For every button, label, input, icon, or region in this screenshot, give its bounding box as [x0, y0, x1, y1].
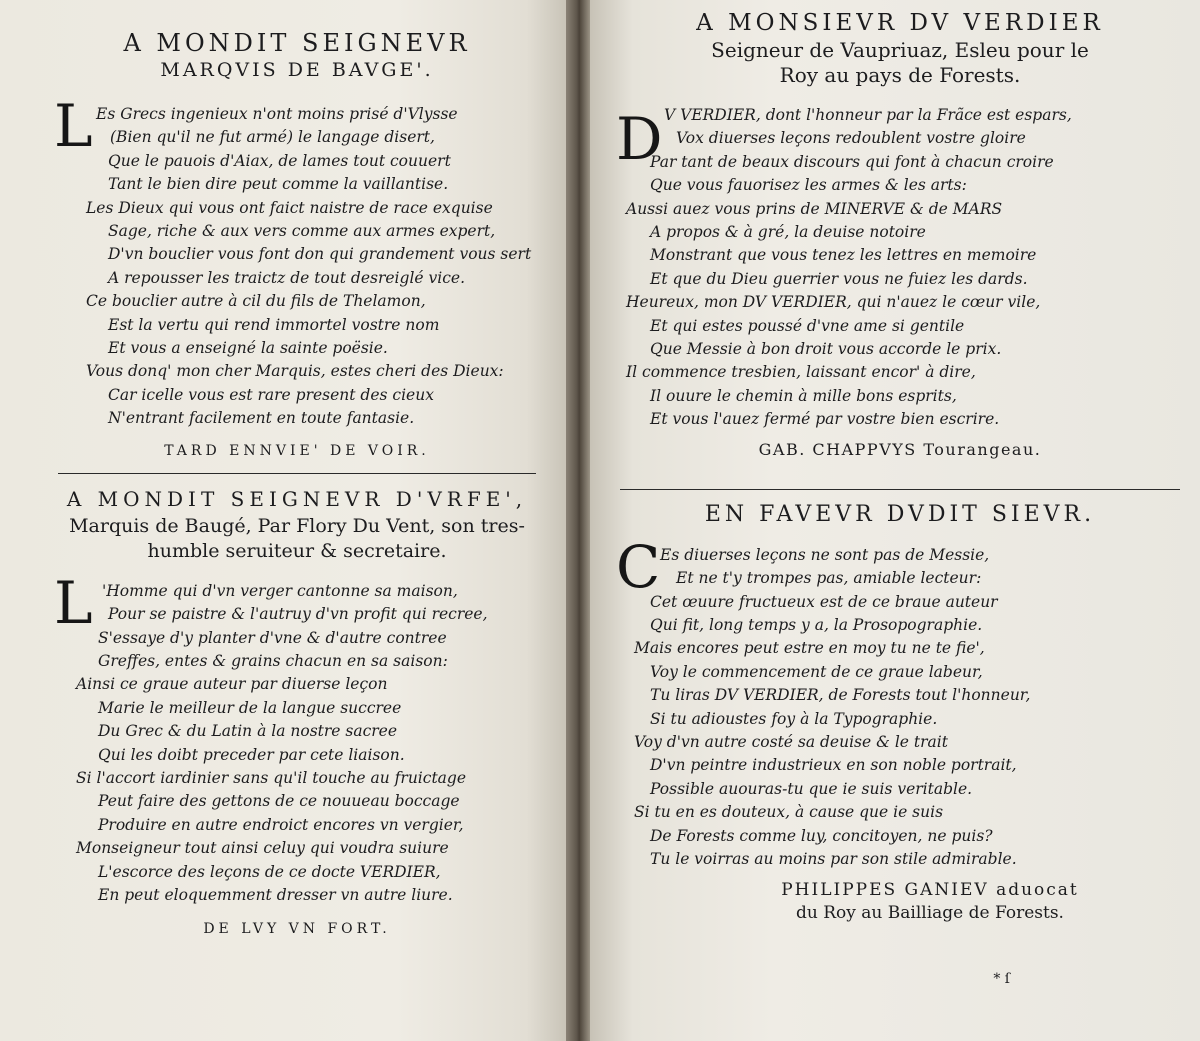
poem-signature: GAB. CHAPPVYS Tourangeau. — [758, 439, 1042, 459]
drop-cap: C — [616, 532, 661, 601]
divider-rule — [620, 489, 1180, 490]
verse-line: V VERDIER, dont l'honneur par la Frãce est espars, — [664, 106, 1072, 124]
verse-line: D'vn peintre industrieux en son noble portrait, — [650, 756, 1017, 775]
poem-subtitle: Seigneur de Vaupriuaz, Esleu pour le — [711, 38, 1089, 62]
signature-line: PHILIPPES GANIEV aduocat — [781, 880, 1079, 901]
verse-line: Ce bouclier autre à cil du fils de Thelamon, — [86, 292, 426, 311]
left-page — [0, 0, 566, 1041]
verse-line: Heureux, mon DV VERDIER, qui n'auez le cœur vile, — [626, 293, 1041, 312]
verse-line: Sage, riche & aux vers comme aux armes expert, — [108, 222, 496, 241]
poem-signature: TARD ENNVIE' DE VOIR. — [164, 442, 430, 459]
verse-line: Cet œuure fructueux est de ce braue auteur — [650, 592, 998, 611]
verse-line: Si tu adioustes foy à la Typographie. — [650, 709, 938, 728]
verse-line: Tant le bien dire peut comme la vaillantise. — [108, 175, 449, 194]
verse-line: A propos & à gré, la deuise notoire — [650, 223, 926, 242]
verse-line: S'essaye d'y planter d'vne & d'autre contree — [98, 628, 447, 647]
book-gutter — [566, 0, 590, 1041]
verse-line: Qui les doibt preceder par cete liaison. — [98, 745, 405, 764]
verse-line: Aussi auez vous prins de MINERVE & de MARS — [626, 199, 1003, 218]
poem-body — [616, 532, 1180, 872]
poem-title: A MONDIT SEIGNEVR D'VRFE', — [66, 486, 528, 511]
verse-line: Car icelle vous est rare present des cieux — [108, 385, 434, 404]
verse-line: Greffes, entes & grains chacun en sa saison: — [98, 651, 448, 670]
poem-subtitle: MARQVIS DE BAVGE'. — [160, 59, 434, 81]
verse-line: 'Homme qui d'vn verger cantonne sa maison, — [102, 581, 458, 600]
verse-line: Est la vertu qui rend immortel vostre nom — [108, 315, 440, 334]
verse-line: Ainsi ce graue auteur par diuerse leçon — [76, 675, 388, 694]
verse-line: Par tant de beaux discours qui font à chacun croire — [650, 152, 1054, 171]
poem-subtitle: Marquis de Baugé, Par Flory Du Vent, son tres- — [69, 514, 525, 537]
verse-line: A repousser les traictz de tout desreiglé vice. — [108, 268, 465, 287]
verse-line: Et ne t'y trompes pas, amiable lecteur: — [676, 569, 982, 588]
verse-line: Si tu en es douteux, à cause que ie suis — [634, 803, 944, 822]
verse-line: Il commence tresbien, laissant encor' à dire, — [626, 363, 976, 382]
catchword: * ſ — [993, 971, 1010, 987]
signature-line: du Roy au Bailliage de Forests. — [796, 903, 1064, 924]
verse-line: Que le pauois d'Aiax, de lames tout couuert — [108, 151, 451, 170]
poem-signature: DE LVY VN FORT. — [203, 921, 391, 938]
right-page — [590, 0, 1200, 1041]
verse-line: Peut faire des gettons de ce nouueau boccage — [98, 792, 460, 811]
verse-line: N'entrant facilement en toute fantasie. — [108, 409, 415, 428]
verse-line: Produire en autre endroict encores vn vergier, — [98, 815, 464, 834]
left-poem-2 — [54, 484, 536, 938]
verse-line: Possible auouras-tu que ie suis veritable. — [650, 779, 973, 798]
verse-line: Que Messie à bon droit vous accorde le prix. — [650, 340, 1002, 359]
verse-line: D'vn bouclier vous font don qui grandement vous sert — [108, 245, 532, 264]
verse-line: Pour se paistre & l'autruy d'vn profit qui recree, — [108, 605, 488, 624]
drop-cap: L — [54, 92, 93, 160]
verse-line: L'escorce des leçons de ce docte VERDIER, — [98, 862, 441, 881]
verse-line: Vox diuerses leçons redoublent vostre gloire — [676, 129, 1026, 148]
verse-line: Vous donq' mon cher Marquis, estes cheri des Dieux: — [86, 362, 504, 381]
verse-line: Voy le commencement de ce graue labeur, — [650, 662, 983, 681]
verse-line: Monstrant que vous tenez les lettres en memoire — [650, 246, 1037, 265]
verse-line: Et qui estes poussé d'vne ame si gentile — [650, 316, 965, 335]
verse-line: Si l'accort iardinier sans qu'il touche au fruictage — [76, 768, 467, 787]
divider-rule — [58, 473, 536, 474]
poem-signature — [620, 879, 1180, 925]
verse-line: Tu liras DV VERDIER, de Forests tout l'honneur, — [650, 686, 1031, 705]
right-poem-1 — [616, 8, 1180, 459]
left-poem-1 — [54, 28, 536, 459]
verse-line: Les Dieux qui vous ont faict naistre de race exquise — [86, 198, 493, 217]
verse-line: Marie le meilleur de la langue succree — [98, 698, 402, 717]
verse-line: Et que du Dieu guerrier vous ne fuiez les dards. — [650, 269, 1028, 288]
verse-line: Voy d'vn autre costé sa deuise & le trait — [634, 732, 948, 751]
poem-title: A MONSIEVR DV VERDIER — [696, 10, 1104, 36]
poem-body — [54, 92, 536, 431]
drop-cap: D — [616, 105, 663, 173]
poem-body — [54, 568, 536, 908]
poem-subtitle: Roy au pays de Forests. — [779, 63, 1021, 87]
poem-title: A MONDIT SEIGNEVR — [123, 29, 471, 57]
verse-line: Du Grec & du Latin à la nostre sacree — [98, 722, 398, 741]
verse-line: De Forests comme luy, concitoyen, ne puis? — [650, 826, 993, 845]
poem-title: EN FAVEVR DVDIT SIEVR. — [704, 501, 1096, 527]
verse-line: (Bien qu'il ne fut armé) le langage disert, — [110, 128, 435, 147]
verse-line: Et vous a enseigné la sainte poësie. — [108, 339, 388, 358]
poem-subtitle: humble seruiteur & secretaire. — [147, 539, 447, 562]
verse-line: Es diuerses leçons ne sont pas de Messie, — [660, 545, 990, 564]
verse-line: Monseigneur tout ainsi celuy qui voudra suiure — [76, 839, 449, 858]
verse-line: Es Grecs ingenieux n'ont moins prisé d'Vlysse — [96, 105, 458, 123]
right-poem-2 — [616, 500, 1180, 926]
verse-line: En peut eloquemment dresser vn autre liure. — [98, 885, 453, 904]
drop-cap: L — [54, 568, 93, 637]
verse-line: Mais encores peut estre en moy tu ne te fie', — [634, 639, 985, 658]
verse-line: Que vous fauorisez les armes & les arts: — [650, 176, 967, 195]
verse-line: Qui fit, long temps y a, la Prosopographie. — [650, 615, 983, 634]
verse-line: Et vous l'auez fermé par vostre bien escrire. — [650, 410, 1000, 429]
verse-line: Il ouure le chemin à mille bons esprits, — [650, 386, 957, 405]
verse-line: Tu le voirras au moins par son stile admirable. — [650, 849, 1017, 868]
poem-body — [616, 104, 1180, 432]
